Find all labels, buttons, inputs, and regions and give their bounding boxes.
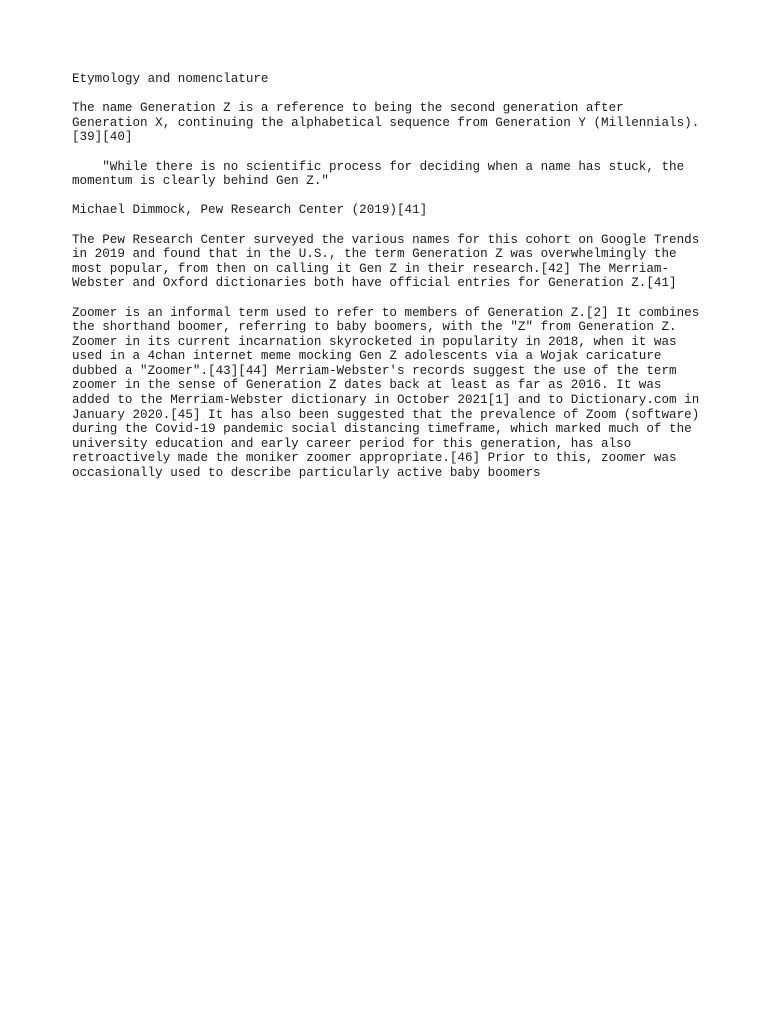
document-page [72, 72, 712, 481]
text-line: momentum is clearly behind Gen Z." [72, 174, 329, 189]
text-line: occasionally used to describe particularly active baby boomers [72, 466, 541, 481]
text-line: university education and early career period for this generation, has also [72, 436, 632, 451]
text-line: the shorthand boomer, referring to baby boomers, with the "Z" from Generation Z. [72, 320, 677, 335]
text-line: [39][40] [72, 130, 133, 145]
text-line: used in a 4chan internet meme mocking Gen Z adolescents via a Wojak caricature [72, 349, 662, 364]
text-line: The name Generation Z is a reference to being the second generation after [72, 101, 624, 116]
text-line: Webster and Oxford dictionaries both have official entries for Generation Z.[41] [72, 276, 677, 291]
text-line: most popular, from then on calling it Gen Z in their research.[42] The Merriam- [72, 261, 670, 276]
text-line: "While there is no scientific process for deciding when a name has stuck, the [72, 159, 685, 174]
para-pew-research [72, 233, 712, 291]
text-line: January 2020.[45] It has also been suggested that the prevalence of Zoom (software) [72, 407, 700, 422]
text-line: retroactively made the moniker zoomer appropriate.[46] Prior to this, zoomer was [72, 451, 677, 466]
text-line: Zoomer is an informal term used to refer to members of Generation Z.[2] It combines [72, 305, 700, 320]
blockquote [72, 160, 712, 189]
heading-text: Etymology and nomenclature [72, 72, 269, 86]
text-line: Generation X, continuing the alphabetical sequence from Generation Y (Millennials). [72, 115, 700, 130]
para-zoomer [72, 306, 712, 481]
text-line: in 2019 and found that in the U.S., the term Generation Z was overwhelmingly the [72, 247, 677, 262]
text-line: Michael Dimmock, Pew Research Center (2019)[41] [72, 203, 428, 218]
text-line: Zoomer in its current incarnation skyrocketed in popularity in 2018, when it was [72, 334, 677, 349]
text-line: added to the Merriam-Webster dictionary in October 2021[1] and to Dictionary.com in [72, 393, 700, 408]
section-heading [72, 72, 712, 87]
text-line: The Pew Research Center surveyed the various names for this cohort on Google Trends [72, 232, 700, 247]
quote-attribution [72, 203, 712, 218]
para-name-origin [72, 101, 712, 145]
text-line: during the Covid-19 pandemic social distancing timeframe, which marked much of the [72, 422, 692, 437]
text-line: dubbed a "Zoomer".[43][44] Merriam-Webster's records suggest the use of the term [72, 363, 677, 378]
text-line: zoomer in the sense of Generation Z dates back at least as far as 2016. It was [72, 378, 662, 393]
